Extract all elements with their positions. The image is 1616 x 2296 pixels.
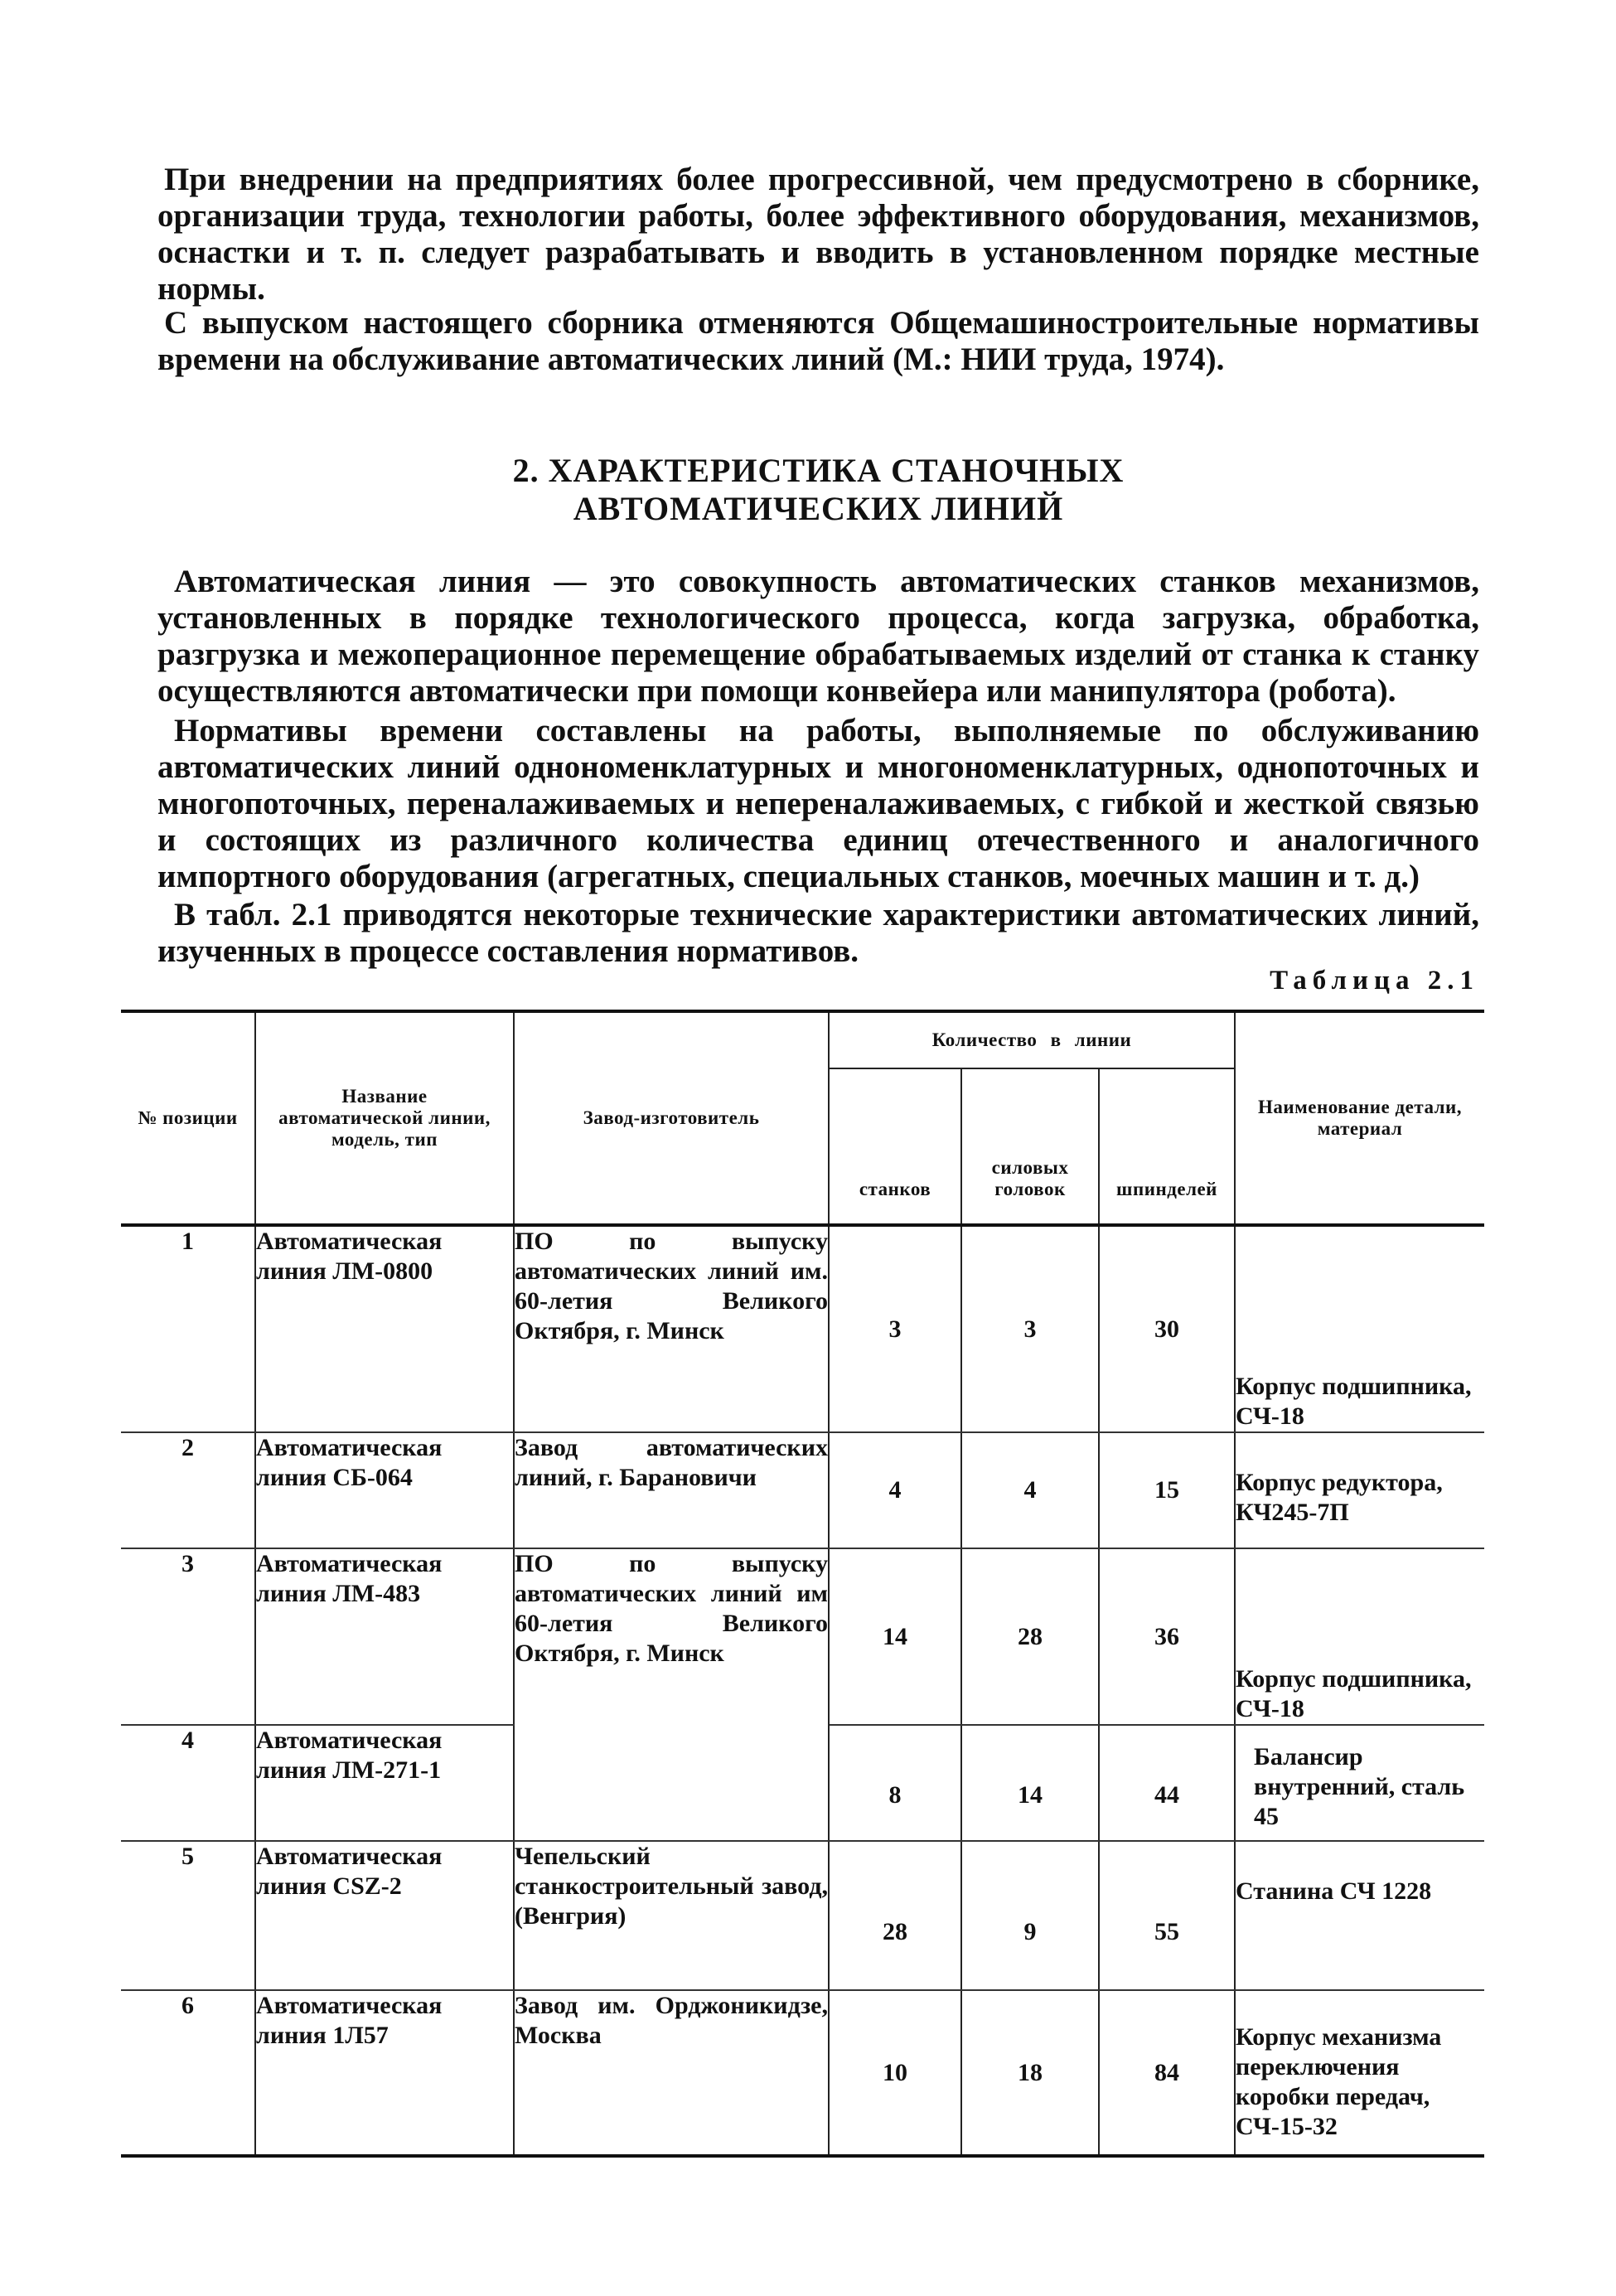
power-heads-count: 14 [961, 1725, 1099, 1841]
manufacturer: Завод автоматических линий, г. Барановичи [514, 1432, 829, 1548]
part-material: Корпус подшипника, СЧ-18 [1235, 1225, 1484, 1432]
spindles-count: 36 [1099, 1548, 1235, 1725]
paragraph-table-intro: В табл. 2.1 приводятся некоторые технические характеристики автоматических линий, изученных в процессе составления нормативов. [157, 897, 1479, 969]
machines-count: 8 [829, 1725, 961, 1841]
paragraph-cancelled-norms: С выпуском настоящего сборника отменяются Общемашиностроительные нормативы времени на обслуживание автоматических линий (М.: НИИ труда, 1974). [157, 305, 1479, 377]
row-number: 4 [121, 1725, 255, 1841]
line-name: Автоматическая линия СБ-064 [255, 1432, 514, 1548]
section-title [157, 452, 1479, 528]
table-row [121, 1990, 1484, 2156]
machines-count: 14 [829, 1548, 961, 1725]
header-machines: станков [829, 1068, 961, 1225]
spindles-count: 44 [1099, 1725, 1235, 1841]
row-number: 1 [121, 1225, 255, 1432]
power-heads-count: 4 [961, 1432, 1099, 1548]
table-caption: Таблица 2.1 [1270, 966, 1479, 995]
header-manufacturer: Завод-изготовитель [514, 1011, 829, 1225]
spindles-count: 84 [1099, 1990, 1235, 2156]
part-material: Корпус механизма переключения коробки передач, СЧ-15-32 [1235, 1990, 1484, 2156]
power-heads-count: 3 [961, 1225, 1099, 1432]
row-number: 6 [121, 1990, 255, 2156]
row-number: 3 [121, 1548, 255, 1725]
row-number: 2 [121, 1432, 255, 1548]
spindles-count: 30 [1099, 1225, 1235, 1432]
power-heads-count: 18 [961, 1990, 1099, 2156]
paragraph-local-norms: При внедрении на предприятиях более прогрессивной, чем предусмотрено в сборнике, организации труда, технологии работы, более эффективного оборудования, механизмов, оснастки и т. п. следует разрабатывать и вводить в установленном порядке местные нормы. [157, 162, 1479, 307]
line-name: Автоматическая линия CSZ-2 [255, 1841, 514, 1990]
header-spindles: шпинделей [1099, 1068, 1235, 1225]
manufacturer: Чепельский станкостроительный завод, (Венгрия) [514, 1841, 829, 1990]
header-quantity-group: Количество в линии [829, 1011, 1235, 1068]
part-material: Корпус редуктора, КЧ245-7П [1235, 1432, 1484, 1548]
line-name: Автоматическая линия ЛМ-0800 [255, 1225, 514, 1432]
manufacturer: Завод им. Орджоникидзе, Москва [514, 1990, 829, 2156]
spindles-count: 55 [1099, 1841, 1235, 1990]
spindles-count: 15 [1099, 1432, 1235, 1548]
header-part: Наименование детали, материал [1235, 1011, 1484, 1225]
paragraph-definition: Автоматическая линия — это совокупность автоматических станков механизмов, установленных в порядке технологического процесса, когда загрузка, обработка, разгрузка и межоперационное перемещение обрабатываемых изделий от станка к станку осуществляются автоматически при помощи конвейера или манипулятора (робота). [157, 564, 1479, 709]
line-name: Автоматическая линия ЛМ-483 [255, 1548, 514, 1725]
machines-count: 3 [829, 1225, 961, 1432]
header-power-heads: силовых головок [961, 1068, 1099, 1225]
part-material: Корпус подшипника, СЧ-18 [1235, 1548, 1484, 1725]
paragraph-norms-scope: Нормативы времени составлены на работы, выполняемые по обслуживанию автоматических линий однономенклатурных и многономенклатурных, однопоточных и многопоточных, переналаживаемых и непереналаживаемых, с гибкой и жесткой связью и состоящих из различного количества единиц отечественного и аналогичного импортного оборудования (агрегатных, специальных станков, моечных машин и т. д.) [157, 713, 1479, 894]
table-row [121, 1432, 1484, 1548]
line-name: Автоматическая линия 1Л57 [255, 1990, 514, 2156]
part-material: Балансир внутренний, сталь 45 [1235, 1725, 1484, 1841]
line-name: Автоматическая линия ЛМ-271-1 [255, 1725, 514, 1841]
machines-count: 28 [829, 1841, 961, 1990]
power-heads-count: 9 [961, 1841, 1099, 1990]
row-number: 5 [121, 1841, 255, 1990]
section-title-line1: 2. ХАРАКТЕРИСТИКА СТАНОЧНЫХ [512, 452, 1125, 489]
automatic-lines-table [121, 1010, 1484, 2158]
header-position: № позиции [121, 1011, 255, 1225]
power-heads-count: 28 [961, 1548, 1099, 1725]
header-line-name: Название автоматической линии, модель, тип [255, 1011, 514, 1225]
manufacturer: ПО по выпуску автоматических линий им 60-летия Великого Октября, г. Минск [514, 1548, 829, 1841]
table-row [121, 1841, 1484, 1990]
machines-count: 10 [829, 1990, 961, 2156]
table-row [121, 1548, 1484, 1725]
section-title-line2: АВТОМАТИЧЕСКИХ ЛИНИЙ [573, 490, 1064, 527]
machines-count: 4 [829, 1432, 961, 1548]
table-row [121, 1225, 1484, 1432]
part-material: Станина СЧ 1228 [1235, 1841, 1484, 1990]
manufacturer: ПО по выпуску автоматических линий им. 60-летия Великого Октября, г. Минск [514, 1225, 829, 1432]
